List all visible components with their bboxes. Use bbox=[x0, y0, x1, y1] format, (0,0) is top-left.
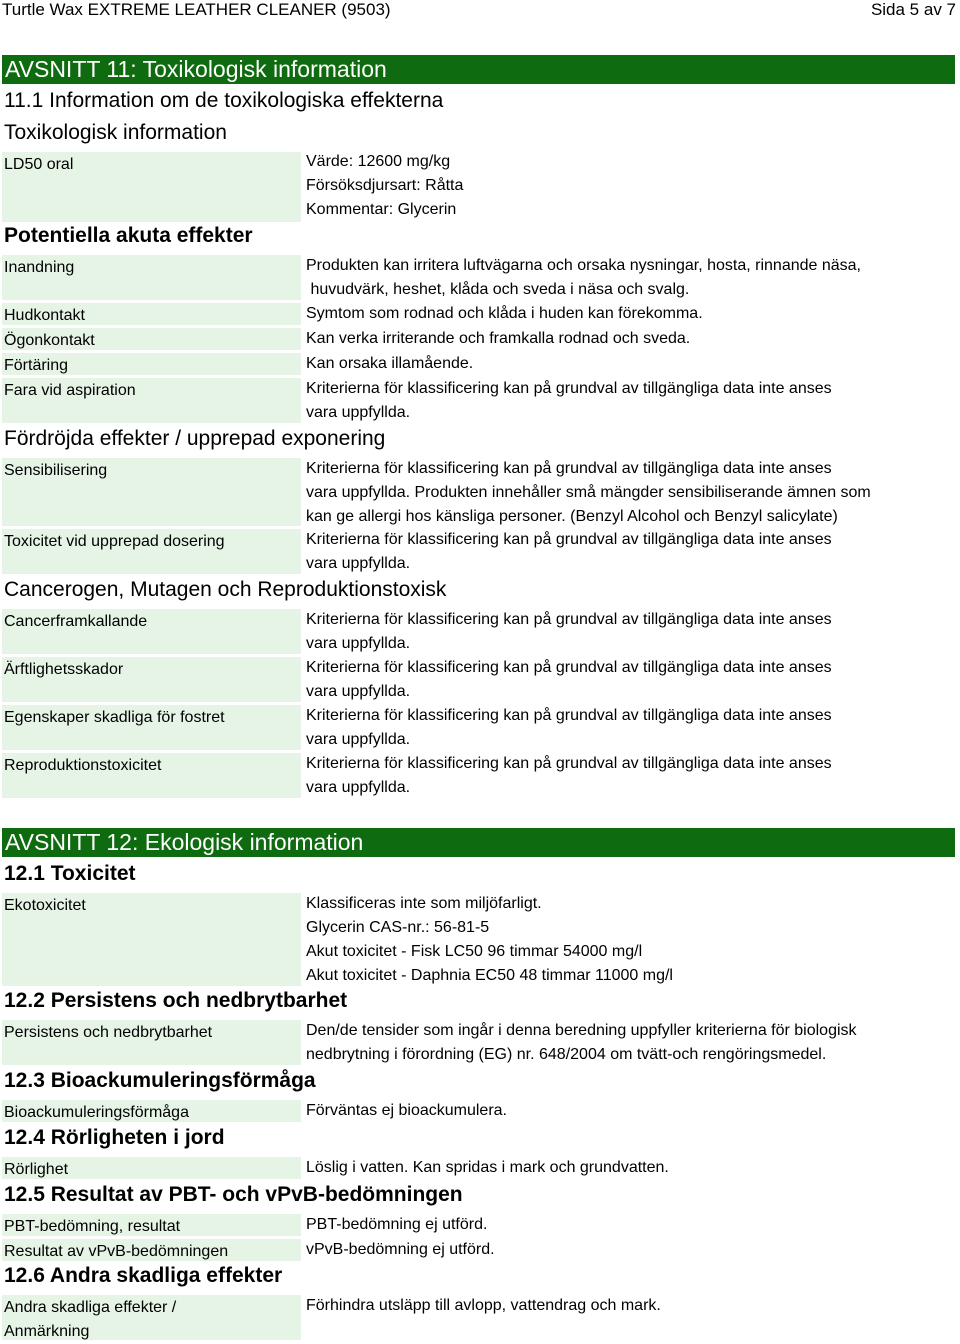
persistence-heading: 12.2 Persistens och nedbrytbarhet bbox=[4, 989, 348, 1012]
skin-contact-label: Hudkontakt bbox=[2, 303, 301, 325]
value-line: PBT-bedömning ej utförd. bbox=[306, 1216, 488, 1233]
value-line: Kriterierna för klassificering kan på grundval av tillgängliga data inte anses bbox=[306, 707, 832, 724]
aspiration-value bbox=[306, 377, 946, 425]
value-line: Glycerin CAS-nr.: 56-81-5 bbox=[306, 919, 490, 936]
value-line: Kriterierna för klassificering kan på grundval av tillgängliga data inte anses bbox=[306, 460, 832, 477]
vpvb-label: Resultat av vPvB-bedömningen bbox=[2, 1239, 301, 1261]
value-line: Kriterierna för klassificering kan på grundval av tillgängliga data inte anses bbox=[306, 611, 832, 628]
section-11-bar: AVSNITT 11: Toxikologisk information bbox=[2, 55, 955, 84]
value-line: vara uppfyllda. bbox=[306, 635, 411, 652]
value-line: Kriterierna för klassificering kan på grundval av tillgängliga data inte anses bbox=[306, 531, 832, 548]
ld50-line: Kommentar: Glycerin bbox=[306, 201, 457, 218]
value-line: Kriterierna för klassificering kan på grundval av tillgängliga data inte anses bbox=[306, 755, 832, 772]
fetal-harm-label: Egenskaper skadliga för fostret bbox=[2, 705, 301, 750]
ld50-value bbox=[306, 150, 946, 222]
vpvb-value bbox=[306, 1238, 946, 1262]
reproductive-toxicity-label: Reproduktionstoxicitet bbox=[2, 753, 301, 798]
carcinogenicity-label: Cancerframkallande bbox=[2, 609, 301, 654]
value-line: Kriterierna för klassificering kan på grundval av tillgängliga data inte anses bbox=[306, 659, 832, 676]
cmr-heading: Cancerogen, Mutagen och Reproduktionstoxisk bbox=[4, 578, 447, 601]
value-line: Symtom som rodnad och klåda i huden kan förekomma. bbox=[306, 305, 703, 322]
aspiration-label: Fara vid aspiration bbox=[2, 378, 301, 423]
pbt-value bbox=[306, 1213, 946, 1237]
skin-contact-value bbox=[306, 302, 946, 326]
value-line: Den/de tensider som ingår i denna beredning uppfyller kriterierna för biologisk bbox=[306, 1022, 857, 1039]
fetal-harm-value bbox=[306, 704, 946, 752]
bioaccumulation-label: Bioackumuleringsförmåga bbox=[2, 1100, 301, 1122]
persistence-value bbox=[306, 1019, 946, 1067]
value-line: vPvB-bedömning ej utförd. bbox=[306, 1241, 495, 1258]
value-line: huvudvärk, heshet, klåda och sveda i näsa och svalg. bbox=[306, 281, 690, 298]
ld50-line: Värde: 12600 mg/kg bbox=[306, 153, 451, 170]
document-title: Turtle Wax EXTREME LEATHER CLEANER (9503) bbox=[2, 0, 391, 19]
inhalation-value bbox=[306, 254, 946, 302]
sensitization-value bbox=[306, 457, 946, 529]
value-line: Kan orsaka illamående. bbox=[306, 355, 474, 372]
pbt-heading: 12.5 Resultat av PBT- och vPvB-bedömningen bbox=[4, 1183, 463, 1206]
ecotoxicity-label: Ekotoxicitet bbox=[2, 893, 301, 986]
repeated-dose-label: Toxicitet vid upprepad dosering bbox=[2, 529, 301, 574]
value-line: vara uppfyllda. bbox=[306, 404, 411, 421]
other-effects-heading: 12.6 Andra skadliga effekter bbox=[4, 1264, 283, 1287]
mutagenicity-value bbox=[306, 656, 946, 704]
toxicological-info-title: Toxikologisk information bbox=[4, 121, 227, 144]
delayed-effects-heading: Fördröjda effekter / upprepad exponering bbox=[4, 427, 386, 450]
ingestion-value bbox=[306, 352, 946, 376]
carcinogenicity-value bbox=[306, 608, 946, 656]
mobility-label: Rörlighet bbox=[2, 1157, 301, 1179]
toxicity-heading: 12.1 Toxicitet bbox=[4, 862, 136, 885]
pbt-label: PBT-bedömning, resultat bbox=[2, 1214, 301, 1236]
ingestion-label: Förtäring bbox=[2, 353, 301, 375]
value-line: Kan verka irriterande och framkalla rodnad och sveda. bbox=[306, 330, 691, 347]
other-effects-value bbox=[306, 1294, 946, 1318]
reproductive-toxicity-value bbox=[306, 752, 946, 800]
value-line: vara uppfyllda. bbox=[306, 555, 411, 572]
value-line: Förhindra utsläpp till avlopp, vattendrag och mark. bbox=[306, 1297, 661, 1314]
value-line: Kriterierna för klassificering kan på grundval av tillgängliga data inte anses bbox=[306, 380, 832, 397]
mobility-value bbox=[306, 1156, 946, 1180]
acute-effects-heading: Potentiella akuta effekter bbox=[4, 224, 253, 247]
ld50-line: Försöksdjursart: Råtta bbox=[306, 177, 464, 194]
ld50-label: LD50 oral bbox=[2, 152, 301, 222]
mobility-heading: 12.4 Rörligheten i jord bbox=[4, 1126, 225, 1149]
eye-contact-label: Ögonkontakt bbox=[2, 328, 301, 350]
repeated-dose-value bbox=[306, 528, 946, 576]
value-line: Akut toxicitet - Daphnia EC50 48 timmar 11000 mg/l bbox=[306, 967, 673, 984]
persistence-label: Persistens och nedbrytbarhet bbox=[2, 1020, 301, 1065]
value-line: Löslig i vatten. Kan spridas i mark och grundvatten. bbox=[306, 1159, 669, 1176]
value-line: vara uppfyllda. bbox=[306, 683, 411, 700]
ecotoxicity-value bbox=[306, 892, 946, 988]
value-line: Klassificeras inte som miljöfarligt. bbox=[306, 895, 542, 912]
eye-contact-value bbox=[306, 327, 946, 351]
mutagenicity-label: Ärftlighetsskador bbox=[2, 657, 301, 702]
bioaccumulation-value bbox=[306, 1099, 946, 1123]
section-12-bar: AVSNITT 12: Ekologisk information bbox=[2, 828, 955, 857]
other-effects-label bbox=[2, 1295, 301, 1340]
value-line: Produkten kan irritera luftvägarna och orsaka nysningar, hosta, rinnande näsa, bbox=[306, 257, 861, 274]
value-line: Akut toxicitet - Fisk LC50 96 timmar 54000 mg/l bbox=[306, 943, 643, 960]
page-number: Sida 5 av 7 bbox=[870, 0, 956, 19]
sensitization-label: Sensibilisering bbox=[2, 458, 301, 526]
value-line: vara uppfyllda. bbox=[306, 731, 411, 748]
value-line: Förväntas ej bioackumulera. bbox=[306, 1102, 507, 1119]
inhalation-label: Inandning bbox=[2, 255, 301, 300]
subsection-11-1-title: 11.1 Information om de toxikologiska effekterna bbox=[4, 89, 444, 112]
label-line: Andra skadliga effekter / bbox=[4, 1299, 177, 1316]
value-line: vara uppfyllda. bbox=[306, 779, 411, 796]
value-line: kan ge allergi hos känsliga personer. (Benzyl Alcohol och Benzyl salicylate) bbox=[306, 508, 838, 525]
bioaccumulation-heading: 12.3 Bioackumuleringsförmåga bbox=[4, 1069, 316, 1092]
value-line: nedbrytning i förordning (EG) nr. 648/2004 om tvätt-och rengöringsmedel. bbox=[306, 1046, 827, 1063]
label-line: Anmärkning bbox=[4, 1323, 90, 1340]
value-line: vara uppfyllda. Produkten innehåller små mängder sensibiliserande ämnen som bbox=[306, 484, 871, 501]
